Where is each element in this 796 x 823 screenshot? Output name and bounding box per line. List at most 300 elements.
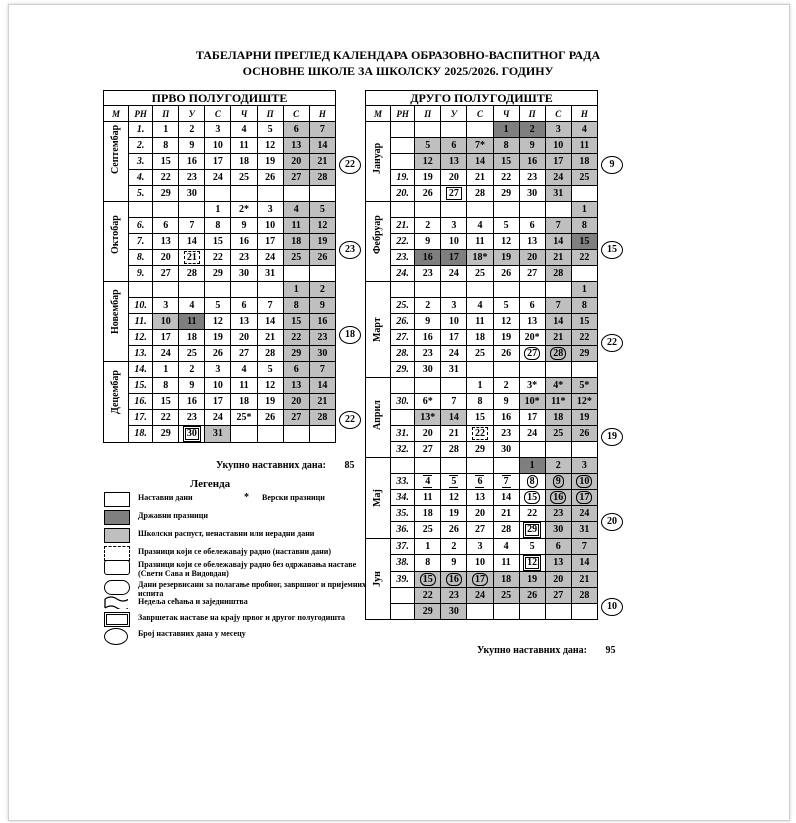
week-number: 2. — [129, 138, 153, 154]
day-cell — [231, 186, 257, 202]
week-row — [366, 442, 598, 458]
day-cell: 8 — [205, 218, 231, 234]
day-cell: 21 — [467, 170, 493, 186]
day-cell: 31 — [571, 522, 597, 539]
day-cell: 12 — [493, 234, 519, 250]
day-cell: 25 — [545, 426, 571, 442]
day-cell: 20 — [415, 426, 441, 442]
week-row — [104, 330, 336, 346]
day-cell: 11 — [283, 218, 309, 234]
day-cell: 17 — [467, 572, 493, 588]
day-cell: 26 — [519, 588, 545, 604]
day-cell: 13 — [283, 138, 309, 154]
day-cell: 8 — [519, 474, 545, 490]
day-cell: 27 — [441, 186, 467, 202]
week-number: 32. — [391, 442, 415, 458]
day-cell: 22 — [571, 250, 597, 266]
day-cell: 21 — [309, 154, 335, 170]
column-header: Ч — [231, 106, 257, 122]
week-number: 13. — [129, 346, 153, 362]
column-header: Н — [571, 106, 597, 122]
day-cell — [283, 426, 309, 443]
day-cell: 13 — [519, 314, 545, 330]
day-cell: 19 — [441, 506, 467, 522]
day-cell: 7 — [179, 218, 205, 234]
day-cell: 28 — [257, 346, 283, 362]
month-label-3: Децембар — [104, 362, 129, 443]
week-number — [391, 378, 415, 394]
column-header: М — [104, 106, 129, 122]
week-row — [104, 154, 336, 170]
week-number: 18. — [129, 426, 153, 443]
column-header: Н — [309, 106, 335, 122]
day-cell: 26 — [441, 522, 467, 539]
day-cell: 23 — [441, 588, 467, 604]
week-number: 19. — [391, 170, 415, 186]
day-cell: 4 — [415, 474, 441, 490]
week-row — [366, 234, 598, 250]
day-cell: 3 — [467, 539, 493, 555]
day-cell: 24 — [519, 426, 545, 442]
month-label-2: Новембар — [104, 282, 129, 362]
legend-text: Завршетак наставе на крају првог и другог полугодишта — [138, 613, 345, 622]
week-number — [129, 282, 153, 298]
day-cell: 13 — [519, 234, 545, 250]
week-row — [366, 474, 598, 490]
week-number: 37. — [391, 539, 415, 555]
legend-text: Дани резервисани за полагање пробног, завршног и пријемних испита — [138, 580, 367, 598]
day-cell — [283, 186, 309, 202]
day-cell: 22 — [493, 170, 519, 186]
day-cell: 5 — [441, 474, 467, 490]
week-row — [104, 282, 336, 298]
day-cell: 14 — [545, 314, 571, 330]
day-cell: 8 — [153, 138, 179, 154]
legend-item-remembrance-week — [104, 596, 354, 610]
week-number: 5. — [129, 186, 153, 202]
day-cell: 1 — [571, 202, 597, 218]
day-cell: 8 — [571, 298, 597, 314]
day-cell: 7 — [309, 362, 335, 378]
week-number: 9. — [129, 266, 153, 282]
day-cell: 31 — [205, 426, 231, 443]
week-number: 30. — [391, 394, 415, 410]
day-cell — [415, 122, 441, 138]
day-cell: 17 — [441, 250, 467, 266]
day-cell: 10 — [441, 234, 467, 250]
week-number: 28. — [391, 346, 415, 362]
week-row — [104, 202, 336, 218]
day-cell: 17 — [441, 330, 467, 346]
day-cell: 25* — [231, 410, 257, 426]
day-cell: 7* — [467, 138, 493, 154]
day-cell: 17 — [205, 394, 231, 410]
day-cell: 1 — [205, 202, 231, 218]
month-label-4: Мај — [366, 458, 391, 539]
first-half-total-value: 85 — [344, 460, 355, 471]
day-cell: 4 — [571, 122, 597, 138]
week-number — [391, 458, 415, 474]
week-number — [391, 588, 415, 604]
week-number: 26. — [391, 314, 415, 330]
day-cell: 28 — [309, 170, 335, 186]
week-number: 38. — [391, 555, 415, 572]
day-cell: 17 — [545, 154, 571, 170]
day-cell — [519, 604, 545, 620]
month-teaching-days-count: 18 — [339, 326, 361, 344]
day-cell: 12 — [205, 314, 231, 330]
day-cell: 26 — [493, 266, 519, 282]
day-cell: 3 — [571, 458, 597, 474]
day-cell: 27 — [545, 588, 571, 604]
day-cell: 15 — [415, 572, 441, 588]
day-cell — [257, 426, 283, 443]
day-cell: 27 — [283, 170, 309, 186]
day-cell: 24 — [545, 170, 571, 186]
column-header: С — [205, 106, 231, 122]
day-cell: 28 — [179, 266, 205, 282]
day-cell: 10 — [571, 474, 597, 490]
day-cell: 1 — [415, 539, 441, 555]
day-cell: 2 — [415, 298, 441, 314]
week-row — [366, 604, 598, 620]
day-cell: 22 — [283, 330, 309, 346]
week-number: 8. — [129, 250, 153, 266]
week-row — [366, 522, 598, 539]
day-cell: 8 — [571, 218, 597, 234]
day-cell: 3 — [545, 122, 571, 138]
religious-mark: * — [244, 492, 249, 503]
column-header: С — [283, 106, 309, 122]
week-row — [366, 122, 598, 138]
day-cell — [571, 186, 597, 202]
day-cell: 30 — [493, 442, 519, 458]
week-row — [104, 394, 336, 410]
day-cell: 25 — [493, 588, 519, 604]
day-cell — [179, 282, 205, 298]
day-cell: 21 — [257, 330, 283, 346]
day-cell: 10 — [441, 314, 467, 330]
day-cell — [415, 282, 441, 298]
day-cell: 26 — [493, 346, 519, 362]
day-cell — [467, 604, 493, 620]
month-teaching-days-count: 10 — [601, 598, 623, 616]
day-cell: 11 — [231, 138, 257, 154]
month-label-3: Април — [366, 378, 391, 458]
week-row — [366, 572, 598, 588]
day-cell: 16 — [231, 234, 257, 250]
month-label-0: Септембар — [104, 122, 129, 202]
week-number: 21. — [391, 218, 415, 234]
week-row — [366, 218, 598, 234]
week-number: 7. — [129, 234, 153, 250]
legend-text: Број наставних дана у месецу — [138, 629, 246, 638]
day-cell — [231, 426, 257, 443]
day-cell — [467, 458, 493, 474]
day-cell: 7 — [309, 122, 335, 138]
day-cell: 16 — [415, 250, 441, 266]
day-cell: 4 — [231, 122, 257, 138]
week-number: 16. — [129, 394, 153, 410]
week-row — [366, 458, 598, 474]
day-cell: 15 — [153, 154, 179, 170]
day-cell: 20* — [519, 330, 545, 346]
legend-item-teaching-days — [104, 492, 354, 506]
day-cell: 9 — [441, 555, 467, 572]
day-cell: 29 — [519, 522, 545, 539]
day-cell: 16 — [441, 572, 467, 588]
day-cell: 12* — [571, 394, 597, 410]
day-cell: 13* — [415, 410, 441, 426]
day-cell: 27 — [519, 266, 545, 282]
week-row — [104, 362, 336, 378]
day-cell: 3 — [205, 122, 231, 138]
day-cell: 4 — [231, 362, 257, 378]
day-cell: 23 — [415, 266, 441, 282]
day-cell: 22 — [153, 170, 179, 186]
legend-text: Недеља сећања и заједништва — [138, 597, 248, 606]
column-header: С — [467, 106, 493, 122]
day-cell: 19 — [571, 410, 597, 426]
day-cell: 12 — [309, 218, 335, 234]
week-number: 36. — [391, 522, 415, 539]
day-cell — [415, 202, 441, 218]
day-cell: 16 — [415, 330, 441, 346]
day-cell: 2* — [231, 202, 257, 218]
month-teaching-days-count: 20 — [601, 513, 623, 531]
day-cell: 20 — [153, 250, 179, 266]
day-cell — [441, 378, 467, 394]
week-row — [104, 346, 336, 362]
day-cell: 17 — [257, 234, 283, 250]
day-cell: 13 — [153, 234, 179, 250]
month-teaching-days-count: 9 — [601, 156, 623, 174]
day-cell: 24 — [441, 266, 467, 282]
legend-swatch-light-gray — [104, 528, 130, 543]
day-cell — [493, 458, 519, 474]
week-number — [129, 202, 153, 218]
day-cell: 6 — [153, 218, 179, 234]
week-number — [391, 282, 415, 298]
first-half-total-label: Укупно наставних дана: — [216, 460, 326, 471]
day-cell — [467, 282, 493, 298]
day-cell: 15 — [519, 490, 545, 506]
day-cell: 18 — [415, 506, 441, 522]
week-row — [104, 314, 336, 330]
day-cell: 29 — [415, 604, 441, 620]
day-cell: 6 — [441, 138, 467, 154]
day-cell: 20 — [283, 154, 309, 170]
day-cell: 16 — [519, 154, 545, 170]
day-cell — [441, 282, 467, 298]
day-cell: 5 — [493, 218, 519, 234]
day-cell: 7 — [545, 298, 571, 314]
second-half-calendar-table — [365, 90, 598, 620]
week-number: 35. — [391, 506, 415, 522]
day-cell: 16 — [309, 314, 335, 330]
day-cell: 3 — [257, 202, 283, 218]
day-cell — [441, 458, 467, 474]
day-cell — [571, 266, 597, 282]
second-half-total-value: 95 — [605, 645, 616, 656]
day-cell — [309, 266, 335, 282]
week-number: 11. — [129, 314, 153, 330]
day-cell: 13 — [441, 154, 467, 170]
day-cell: 9 — [493, 394, 519, 410]
day-cell: 11 — [493, 555, 519, 572]
week-row — [104, 426, 336, 443]
day-cell: 17 — [519, 410, 545, 426]
day-cell: 11 — [467, 314, 493, 330]
day-cell: 10* — [519, 394, 545, 410]
day-cell: 8 — [153, 378, 179, 394]
day-cell: 22 — [571, 330, 597, 346]
day-cell: 14 — [571, 555, 597, 572]
week-row — [366, 298, 598, 314]
day-cell: 29 — [205, 266, 231, 282]
day-cell: 14 — [441, 410, 467, 426]
day-cell: 30 — [179, 426, 205, 443]
day-cell: 11 — [571, 138, 597, 154]
week-number: 23. — [391, 250, 415, 266]
day-cell: 6 — [545, 539, 571, 555]
day-cell — [153, 282, 179, 298]
day-cell: 23 — [231, 250, 257, 266]
day-cell: 18 — [571, 154, 597, 170]
week-number: 1. — [129, 122, 153, 138]
day-cell: 31 — [545, 186, 571, 202]
day-cell: 28 — [545, 266, 571, 282]
day-cell: 19 — [493, 250, 519, 266]
week-row — [366, 138, 598, 154]
week-row — [104, 186, 336, 202]
day-cell: 12 — [441, 490, 467, 506]
day-cell: 7 — [571, 539, 597, 555]
week-row — [366, 282, 598, 298]
week-number — [391, 122, 415, 138]
week-row — [366, 250, 598, 266]
day-cell — [571, 362, 597, 378]
week-row — [366, 362, 598, 378]
day-cell: 10 — [545, 138, 571, 154]
day-cell: 2 — [415, 218, 441, 234]
day-cell: 16 — [493, 410, 519, 426]
day-cell: 6* — [415, 394, 441, 410]
day-cell: 10 — [257, 218, 283, 234]
day-cell: 31 — [257, 266, 283, 282]
day-cell: 23 — [179, 410, 205, 426]
day-cell: 9 — [415, 314, 441, 330]
week-row — [366, 346, 598, 362]
day-cell: 27 — [153, 266, 179, 282]
day-cell: 19 — [493, 330, 519, 346]
week-number: 39. — [391, 572, 415, 588]
legend-swatch-dark-gray — [104, 510, 130, 525]
day-cell: 9 — [309, 298, 335, 314]
day-cell: 13 — [283, 378, 309, 394]
day-cell: 11 — [231, 378, 257, 394]
week-row — [104, 170, 336, 186]
day-cell: 9 — [231, 218, 257, 234]
week-row — [366, 330, 598, 346]
day-cell: 24 — [257, 250, 283, 266]
day-cell: 3 — [441, 298, 467, 314]
day-cell: 16 — [545, 490, 571, 506]
day-cell: 12 — [257, 138, 283, 154]
day-cell: 24 — [441, 346, 467, 362]
day-cell: 13 — [231, 314, 257, 330]
day-cell: 15 — [153, 394, 179, 410]
legend-item-teaching-day-count — [104, 628, 354, 644]
day-cell: 14 — [545, 234, 571, 250]
day-cell — [571, 442, 597, 458]
day-cell: 29 — [467, 442, 493, 458]
week-row — [366, 394, 598, 410]
day-cell: 1 — [493, 122, 519, 138]
week-row — [366, 170, 598, 186]
day-cell: 14 — [257, 314, 283, 330]
day-cell: 4 — [179, 298, 205, 314]
week-number — [391, 410, 415, 426]
month-teaching-days-count: 22 — [339, 156, 361, 174]
day-cell: 2 — [493, 378, 519, 394]
day-cell: 12 — [257, 378, 283, 394]
week-number: 27. — [391, 330, 415, 346]
day-cell — [441, 122, 467, 138]
legend-swatch-white — [104, 492, 130, 507]
day-cell: 1 — [571, 282, 597, 298]
day-cell: 10 — [205, 138, 231, 154]
week-number — [391, 138, 415, 154]
month-label-0: Јануар — [366, 122, 391, 202]
day-cell: 28 — [441, 442, 467, 458]
day-cell — [283, 266, 309, 282]
day-cell: 26 — [257, 170, 283, 186]
religious-holidays-text: Верски празници — [262, 493, 325, 502]
day-cell: 5 — [205, 298, 231, 314]
day-cell: 17 — [153, 330, 179, 346]
day-cell — [441, 202, 467, 218]
column-header: П — [153, 106, 179, 122]
day-cell: 29 — [571, 346, 597, 362]
week-row — [366, 202, 598, 218]
column-header: С — [545, 106, 571, 122]
day-cell: 27 — [415, 442, 441, 458]
legend-swatch-wave — [104, 596, 128, 609]
week-number — [391, 202, 415, 218]
day-cell: 28 — [493, 522, 519, 539]
column-header: П — [519, 106, 545, 122]
day-cell: 14 — [309, 378, 335, 394]
day-cell — [519, 362, 545, 378]
day-cell: 22 — [519, 506, 545, 522]
day-cell: 11* — [545, 394, 571, 410]
day-cell: 27 — [467, 522, 493, 539]
day-cell — [179, 202, 205, 218]
day-cell: 23 — [179, 170, 205, 186]
day-cell: 11 — [415, 490, 441, 506]
day-cell: 4 — [467, 298, 493, 314]
day-cell: 2 — [545, 458, 571, 474]
day-cell: 21 — [545, 330, 571, 346]
day-cell: 7 — [545, 218, 571, 234]
day-cell: 30 — [309, 346, 335, 362]
day-cell: 30 — [545, 522, 571, 539]
column-header: РН — [129, 106, 153, 122]
day-cell: 4 — [493, 539, 519, 555]
day-cell: 1 — [519, 458, 545, 474]
day-cell: 22 — [153, 410, 179, 426]
